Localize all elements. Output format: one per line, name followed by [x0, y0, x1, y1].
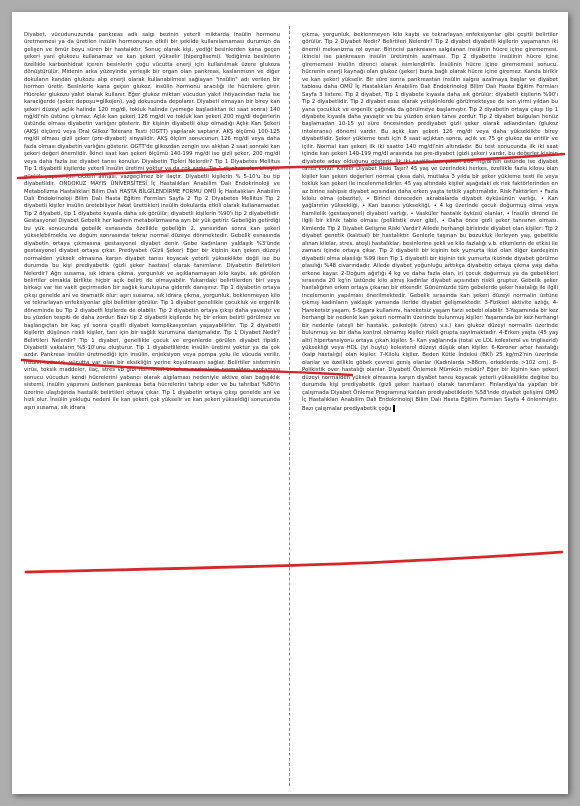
text-cursor[interactable]: [393, 405, 395, 412]
document-page: [12, 12, 568, 794]
right-column-text: çıkma, yorgunluk, beklenmeyen kilo kaybı ve tekrarlayan enfeksiyonlar gibi çeşitli belirtiler görülür. Tip 2 Diyabet Nedir? Belirtileri Nelerdir? Tip 2 diyabet diyabetli kişilerin yaşamanın iki önemli mekanizma rol oynar. Birincisi pankreasın salgılanan insülinin hücre içine girememesi, ikincisi ise pankreasın insülin üretiminin azalması. Tip 2 diyabette insülinin hücre içine girememesi insülin direnci olarak isimlendirilir. İnsülinin hücre içine girememesi sonucu, hücrenin enerji kaynağı olan glukoz (şeker) buna bağlı olarak hücre içine giremez. Kanda birikir ve kan şekeri yükselir. Bir süre sonra pankreastan insülin salgısı azalmaya başlar ve diyabet tablosu daha OMÜ İç Hastalıkları Anabilim Dalı Endokrinoloji Bilim Dalı Hasta Eğitim Formları Sayfa 3 listere. Tip 2 diyabet, Tip 1 diyabete kıyasla daha sık görülür; diyabetli kişilerin %90'ı Tip 2 diyabetlidir. Tip 2 diyabet esas olarak yetişkinlerde görülmekteyse de son yirmi yıldan bu yana çocukluk ve ergenlik çağında da görülmeye başlamıştır. Tip 2 diyabetin ortaya çıkışı tip 1 diyabete kıyasla daha yavaştır ve bu yüzden erken tanısı zordur. Tip 2 diyabet bulguları henüz başlamadan 10-15 yıl süre öncesinden prediyabet gizli şeker olarak adlandırılan (glukoz intoleransı) dönemi vardır. Bu açlık kan şekeri 126 mg/dl veya daha yükseklikte birey diyabetlidir. Şeker yükleme testi için 8 saat açlıktan sonra, açlık ve 75 gr glukoz da eritilir ve içilir. Normal kan şekeri ilk iki saatte 140 mg/dl'nin altındadır. Bu test sonucunda ilk iki saat içinde kan şekeri 140-199 mg/dl arasında ise pre-diyabet (gizli şeker) vardır, bu değerler kişinin diyabete aday olduğunu gösterir. İlk iki saatlik kan şekeri 200 mg/dl'nin üstünde ise diyabet tanısı konur. Kimler Diyabet Riski Taşır? 45 yaş ve üzerindeki herkes, özellikle fazla kilosu olan kişiler kan şekeri değerleri normal çıksa dahi, mutlaka 3 yılda bir şeker yükleme testi ile veya tokluk kan şekeri ile incelenmelidirler. 45 yaş altındaki kişiler aşağıdaki ek risk faktörlerinden en az birine sahipse diyabet açısından daha erken yaşta tetkik yaptırmalıdır. Risk Faktörleri • Fazla kilolu olma (obezite), • Birinci dereceden akrabalarda diyabet öyküsünün varlığı, • Kan yağlarının yüksekliği, • Kan basıncı yüksekliği, • 4 kg üzerinde çocuk doğurmuş olma veya hamilelik (gestasyonel) diyabeti varlığı, • Vasküler hastalık öyküsü olanlar, • İnsülin direnci ile ilgili bir klinik tablo olması (polikistik over gibi), • Daha önce gizli şeker tanısının olması. Kimlerde Tip 2 Diyabet Gelişme Riski Vardır? Ailede herhangi birisinde diyabet olan kişiler: Tip 2 diyabet genetik (kalıtsal) bir hastalıktır. Genlerle taşınan bu bozukluk ilerleyen yaş, gebelikle alınan kilolar, stres, ateşli hastalıklar, besinlerine şekli ve kilo fazlalığı v.b. etkenlerin de etkisi ile zamanı içinde ortaya çıkar. Tip 2 diyabetli bir kişinin tek yumurta ikizi olan diğer kardeşinin diyabetli olma olasılığı %99 iken Tip 1 diyabetli bir kişinin tek yumurta ikizinde diyabet görülme olasılığı %48 civarındadır. Ailede diyabet yoğunluğu arttıkça diyabetin ortaya çıkma yaşı daha erkene kayar. 2-Doğum ağırlığı 4 kg ve daha fazla olan, iri çocuk doğurmuş ya da gebelikleri sırasında 20 kg'ın üstünde kilo almış kadınlar diyabet açısından riskli gruptur. Gebelik şeker hastalığının erken ortaya çıkaran bir etkendir. Günümüzde tüm gebelerde şeker hastalığı ile ilgili incelemenin yapılması önerilmektedir. Gebelik sırasında kan şekeri düzeyi normalin üstüne çıkmış kadınların yaklaşık yarısında ileride diyabet gelişmektedir. 3-Fiziksel aktivite azlığı, 4-Hareketsiz yaşam, 5-Sigara kullanımı, hareketsiz yaşam tarzı sebebi olabilir. 3-Yaşamında bir kez herhangi bir nedenle kan şekeri normalin üzerinde bulunmuş kişiler: Yaşamında bir kez herhangi bir nedenle (ateşli bir hastalık, psikolojik (stres) v.s.) kan glukoz düzeyi normalin üzerinde bulunmuş ve bir daha kontrol olmamış kişiler riskli grupta sayılmaktadır. 4-Erken yaşta (45 yaş altı) hipertansiyonu ortaya çıkan kişiler. 5- Kan yağlarında (total ve LDL kolesterol ve trigliserid) yüksekliği veya HDL (iyi huylu) kolesterol düzeyi düşük olan kişiler. 6-Koroner arter hastalığı (kalp hastalığı) olan kişiler. 7-Kilolu kişiler. Beden Kütle İndeksi (BKİ) 25 kg/m2'nin üzerinde olanlar ve özellikle göbek çevresi geniş olanlar (Kadınlarda >88cm, erkeklerde >102 cm). 8-Polikistik over hastalığı olanlar. Diyabeti Önlemek Mümkün müdür? Eğer bir kişinin kan şekeri düzeyi normalden yüksek olmasına karşın diyabet tanısı koyacak yeterli yükseklikte değilse bu durumda kişi prediyabetik (gizli şeker hastası) olarak tanımlanır. Finlandiya'da yapılan bir çalışmada Diyabet Önleme Programına katılan prediyabetiklerin %58'inde diyabet gelişimi OMÜ İç Hastalıkları Anabilim Dalı Endokrinoloji Bilim Dalı Hasta Eğitim Formları Sayfa 4 önlenmiştir. Bazı çalışmalar prediyabetik çoğu: [302, 32, 558, 412]
column-divider: [289, 26, 290, 786]
red-pen-stroke-lower: [26, 552, 562, 572]
right-column-paragraph: [302, 32, 558, 413]
left-text-column: [24, 32, 280, 412]
left-column-paragraph: Diyabet, vücudunuzunda pankreas adlı salgı bezinin yeterli miktarda insülin hormonu üretmemesi ya da üretilen insülin hormonunun etkili bir şekilde kullanılamaması durumun da gelişen ve ömür boyu süren bir hastalıktır. Sonuç olarak kişi, yediği besinlerden kana geçen şekeri yani glukozu kullanamaz ve kan şekeri yükselir (hiperglisemi). Yediğimiz besinlerin özellikle karbonhidrat içeren besinlerin çoğu vücutta enerji için kullanılmak üzere glukoza dönüştürülür. Midenin arka yüzeyinde yerleşik bir organ olan pankreas, kaslarımızın ve diğer dokuların kandan glukozu alıp enerji olarak kullanabilmesi sağlayan "insülin" adı verilen bir hormon üretir. Besinlerle kana geçen glukoz, insülin hormonu aracılığı ile hücrelere girer. Hücreler glukozu yakıt olarak kullanır. Eğer glukoz miktarı vücudun yakıt ihtiyacından fazla ise karaciğerde (şeker depoşu=glikojen), yağ dokusunda depolanır. Diyabeti olmayan bir birey kan şekeri düzeyi açlık halinde 120 mg/dl, tokluk halinde (yemeğe başladıktan iki saat sonra) 140 mg/dl'nin üstüne çıkmaz. Açlık kan şekeri 126 mg/dl ve tokluk kan şekeri 200 mg/dl değerlerin üstünde olması diyabetin varlığını gösterir. Bir kişinin diyabetli olup olmadığı Açlık Kan Şekeri (AKŞ) ölçümü veya Oral Glikoz Tolerans Testi (OGTT) yapılarak saptanır. AKŞ ölçümü 100-125 mg/dl olması gizli şeker (pre-diyabet) sinyalidir. AKŞ ölçüm sonucunun 126 mg/dl veya daha fazla olması diyabetin varlığını gösterir. OGTT'de glikozdan zengin sıvı alıktan 2 saat sonraki kan şekeri değeri önemlidir. İkinci saat kan şekeri ölçümü 140-199 mg/dl ise gizli şeker, 200 mg/dl veya daha fazla ise diyabet tanısı konulur. Diyabetin Tipleri Nelerdir? Tip 1 Diyabetes Mellitus Tip 1 diyabetli kişilerde yeterli insülin üretimi yoktur ya da çok azdır. Tip 1 diyabeti olan bireyler günlük yaşam için ekzem alması, vazgeçilmez bir ilaçtır. Diyabetli kişilerin % 5-10'u bu tip diyabetlidir. ONDOKUZ MAYIS ÜNİVERSİTESİ İç Hastalıkları Anabilim Dalı Endokrinoloji ve Metabolizma Hastalıkları Bilim Dalı HASTA BİLGİLENDİRME FORMU OMÜ İç Hastalıkları Anabilim Dalı Endokrinoloji Bilim Dalı Hasta Eğitim Formları Sayfa 2 Tip 2 Diyabetes Mellitus Tip 2 diyabetli kişiler insülin üretebiliyor fakat ürettikleri insülin dokularda etkili olarak kullanamazlar. Tip 2 diyabeti, tip 1 diyabete kıyasla daha sık görülür; diyabetli kişilerin %90'ı tip 2 diyabetlidir. Gestasyonel Diyabet Gebelik her kadının metabolizmasına ayrı bir yük getirir. Gebeliğin getirdiği bu yük sonucunda gebelik esnasında özellikle gebeliğin 2. yarısından sonra kan şekeri yükselebilmekte ve doğum sonrasında tekrar normal düzeye dönmektedir. Gebelik esnasında diyabetin ortaya çıkmasına gestasyonel diyabet denir. Gebe kadınların yaklaşık %3'ünde gestasyonel diyabet ortaya çıkar. Prediyabet (Gizli Şeker) Eğer bir kişinin kan şekeri düzeyi normalden yüksek olmasına karşın diyabet tanısı koyacak yeterli yükseklikte değil ise bu durumda bu kişi prediyabetik (gizli şeker hastası) olarak tanımlanır. Diyabetin Belirtileri Nelerdir? Ağrı susama, sık idrara çıkma, yorgunluk ve açıklanamayan kilo kaybı, sık görülen belirtiler olmakla birlikte hiçbir açık belirti de olmayabilir. Yukarıdaki belirtilerden biri veya birkaçı var ise vakit geçirmeden bir sağlık kuruluşuna giderek danışınız. Tip 1 diyabetin ortaya çıkışı genelde ani ve dramatik olur: aşırı susama, sık idrara çıkma, yorgunluk, beklenmeyen kilo ve tekrarlayan enfeksiyonlar gibi belirtiler görülür. Tip 1 diyabet genellikle çocukluk ve ergenlik döneminde bu Tip 2 diyabetli kişilerde de olabilir. Tip 2 diyabetin ortaya çıkışı daha yavaştır ve bu yüzden tespiti de daha zordur. Bazı tip 2 diyabetli kişilerde hiç bir erken belirti görülmez ve başlangıçtan bir kaç yıl sonra çeşitli diyabet komplikasyonları yaşayabilirler. Tip 2 diyabetli kişilerin düşünen riskli kişiler, tanı için bir sağlık kurumuna danışmalıdır. Tip 1 Diyabet Nedir? Belirtileri Nelerdir? Tip 1 diyabet, genellikle çocuk ve ergenlerde görülen diyabet tipidir. Diyabetli vakaların %5-10'unu oluşturur. Tip 1 diyabetlilerde insülin üretimi yoktur ya da çok azdır. Pankreas insülin üretmediği için insülin, enjeksiyon veya pompa yolu ile vücuda verilir. İnsülin tedavisi, vücutta var olan bir eksikliğin yerine koyulmasını sağlar. Belirtiler sisteminin virüs, toksik maddeler, ilaç, stres vb gibi hormonal birtakım nedenlerle normalden saptaması sonucu vücudun kendi hücrelerini yabancı olarak algılaması nedeniyle aktive olan bağışıklık sistemi, insülin yapımını üstlenen pankreas beta hücrelerini tahrip eder ve bu tahribat %80'in üzerine ulaştığında hastalık belirtileri ortaya çıkar. Tip 1 diyabetin ortaya çıkışı genelde ani ve hızlı olur. İnsülin yokluğu nedeni ile kan şekeri çok yükselir ve kan şekeri yükseldiği sonucunda aşırı susama, sık idrara: [24, 32, 280, 411]
right-text-column: [302, 32, 558, 413]
